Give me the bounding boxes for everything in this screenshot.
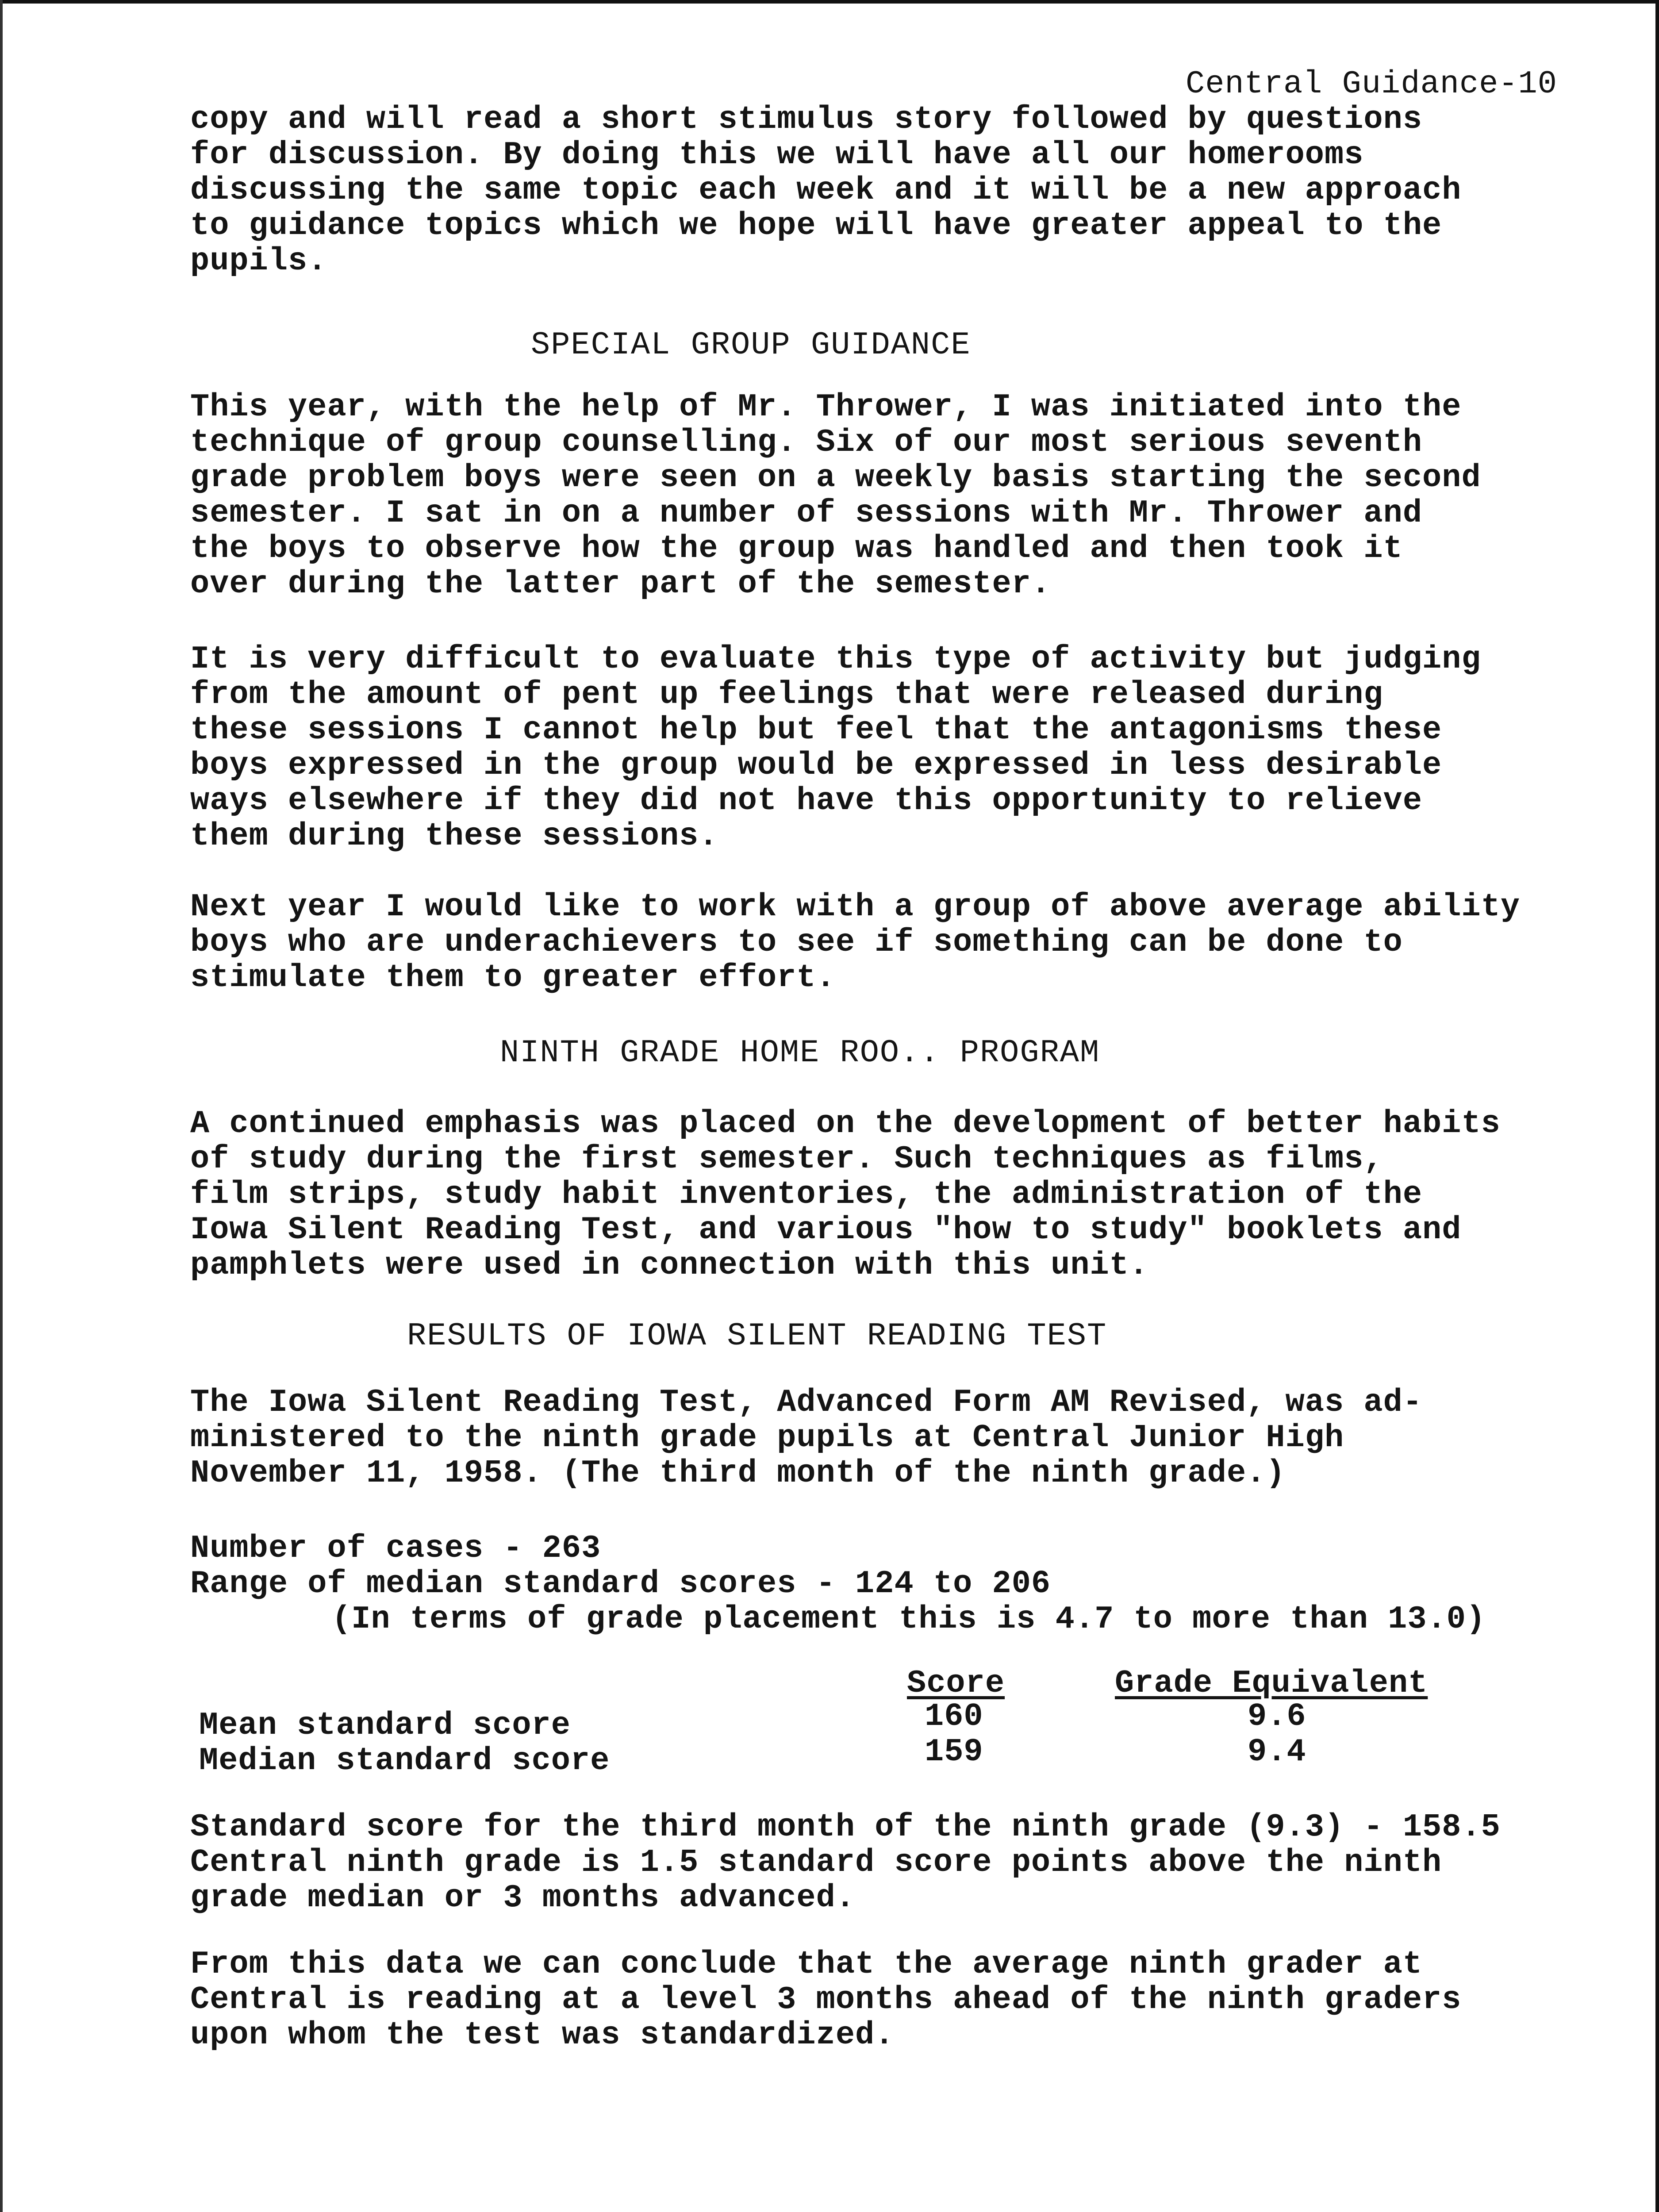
table-row-label: Mean standard score bbox=[199, 1707, 571, 1743]
paragraph-next-year: Next year I would like to work with a group of above average ability boys who are underachievers to see if something can be done to stimulate them to greater effort. bbox=[190, 889, 1521, 996]
page-border-right bbox=[1655, 0, 1659, 2212]
table-header-score: Score bbox=[907, 1665, 1005, 1701]
page-border-top bbox=[0, 0, 1659, 4]
table-row-label: Median standard score bbox=[199, 1743, 610, 1779]
stat-number-of-cases: Number of cases - 263 bbox=[190, 1530, 601, 1567]
page-header: Central Guidance-10 bbox=[1186, 66, 1557, 102]
heading-ninth-grade-homeroom: NINTH GRADE HOME ROO.. PROGRAM bbox=[500, 1035, 1100, 1071]
paragraph-conclusion: From this data we can conclude that the average ninth grader at Central is reading at a level 3 months ahead of the ninth graders upon whom the test was standardized. bbox=[190, 1946, 1462, 2053]
heading-special-group-guidance: SPECIAL GROUP GUIDANCE bbox=[531, 327, 971, 363]
paragraph-standard-score: Standard score for the third month of the ninth grade (9.3) - 158.5 Central ninth grade is 1.5 standard score points above the ninth grade median or 3 months advanced. bbox=[190, 1809, 1501, 1916]
stat-score-range: Range of median standard scores - 124 to 206 bbox=[190, 1566, 1051, 1602]
paragraph-homeroom-stories: copy and will read a short stimulus story followed by questions for discussion. By doing this we will have all our homerooms discussing the same topic each week and it will be a new approach to guidance topics which we hope will have greater appeal to the pupils. bbox=[190, 101, 1462, 279]
page-border-left bbox=[0, 0, 3, 2212]
table-row-grade: 9.4 bbox=[1248, 1734, 1306, 1770]
table-row-score: 159 bbox=[925, 1734, 983, 1770]
heading-iowa-results: RESULTS OF IOWA SILENT READING TEST bbox=[407, 1318, 1107, 1354]
paragraph-evaluation: It is very difficult to evaluate this type of activity but judging from the amount of pent up feelings that were released during these sessions I cannot help but feel that the antagonisms these boys expressed in the group would be expressed in less desirable ways elsewhere if they did not have this opportunity to relieve them during these sessions. bbox=[190, 641, 1481, 854]
table-header-grade-equivalent: Grade Equivalent bbox=[1115, 1665, 1428, 1701]
paragraph-group-counselling: This year, with the help of Mr. Thrower, I was initiated into the technique of group counselling. Six of our most serious seventh grade problem boys were seen on a weekly basis starting the second semester. I sat in on a number of sessions with Mr. Thrower and the boys to observe how the group was handled and then took it over during the latter part of the semester. bbox=[190, 389, 1481, 602]
paragraph-test-administration: The Iowa Silent Reading Test, Advanced Form AM Revised, was ad- ministered to the ninth grade pupils at Central Junior High November 11, 1958. (The third month of the ninth grade.) bbox=[190, 1384, 1423, 1491]
table-row-score: 160 bbox=[925, 1698, 983, 1735]
paragraph-study-habits: A continued emphasis was placed on the development of better habits of study during the first semester. Such techniques as films, film strips, study habit inventories, the administration of the Iowa Silent Reading Test, and various "how to study" booklets and pamphlets were used in connection with this unit. bbox=[190, 1106, 1501, 1283]
stat-grade-placement: (In terms of grade placement this is 4.7 to more than 13.0) bbox=[332, 1601, 1486, 1637]
table-row-grade: 9.6 bbox=[1248, 1698, 1306, 1735]
